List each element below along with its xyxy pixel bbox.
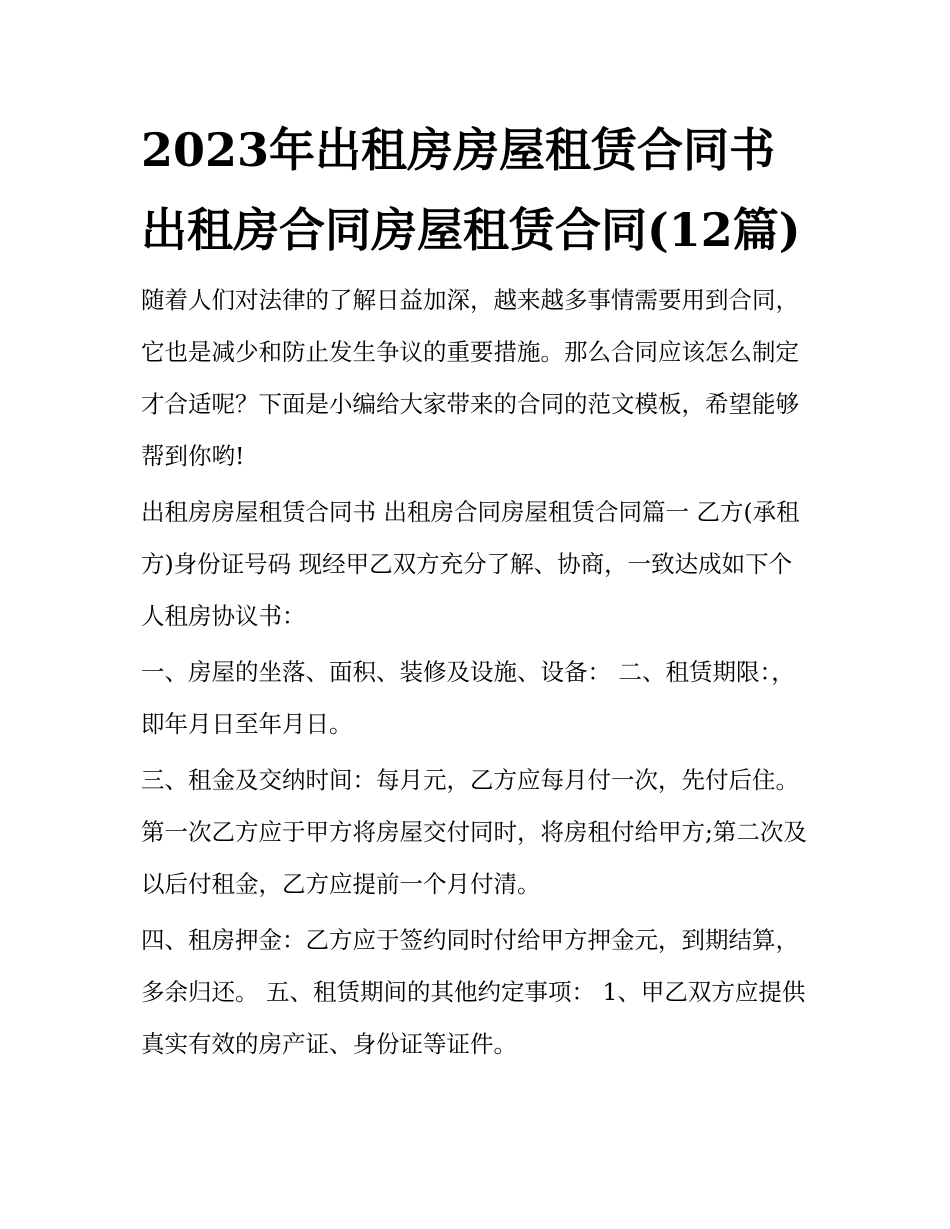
paragraph-parties: 出租房房屋租赁合同书 出租房合同房屋租赁合同篇一 乙方(承租方)身份证号码 现经甲乙双方充分了解、协商，一致达成如下个人租房协议书： bbox=[141, 498, 800, 630]
paragraph-clause-1-2: 一、房屋的坐落、面积、装修及设施、设备： 二、租赁期限：，即年月日至年月日。 bbox=[141, 658, 795, 738]
paragraph-intro: 随着人们对法律的了解日益加深，越来越多事情需要用到合同，它也是减少和防止发生争议的重要措施。那么合同应该怎么制定才合适呢？下面是小编给大家带来的合同的范文模板，希望能够帮到你哟! bbox=[141, 286, 799, 470]
document-title: 2023年出租房房屋租赁合同书 出租房合同房屋租赁合同(12篇) bbox=[141, 123, 801, 257]
document-page bbox=[141, 110, 813, 1074]
paragraph-clause-3: 三、租金及交纳时间：每月元，乙方应每月付一次，先付后住。第一次乙方应于甲方将房屋交付同时，将房租付给甲方;第二次及以后付租金，乙方应提前一个月付清。 bbox=[141, 766, 807, 898]
paragraph-clause-4-5: 四、租房押金：乙方应于签约同时付给甲方押金元，到期结算，多余归还。 五、租赁期间的其他约定事项： 1、甲乙双方应提供真实有效的房产证、身份证等证件。 bbox=[141, 926, 806, 1058]
